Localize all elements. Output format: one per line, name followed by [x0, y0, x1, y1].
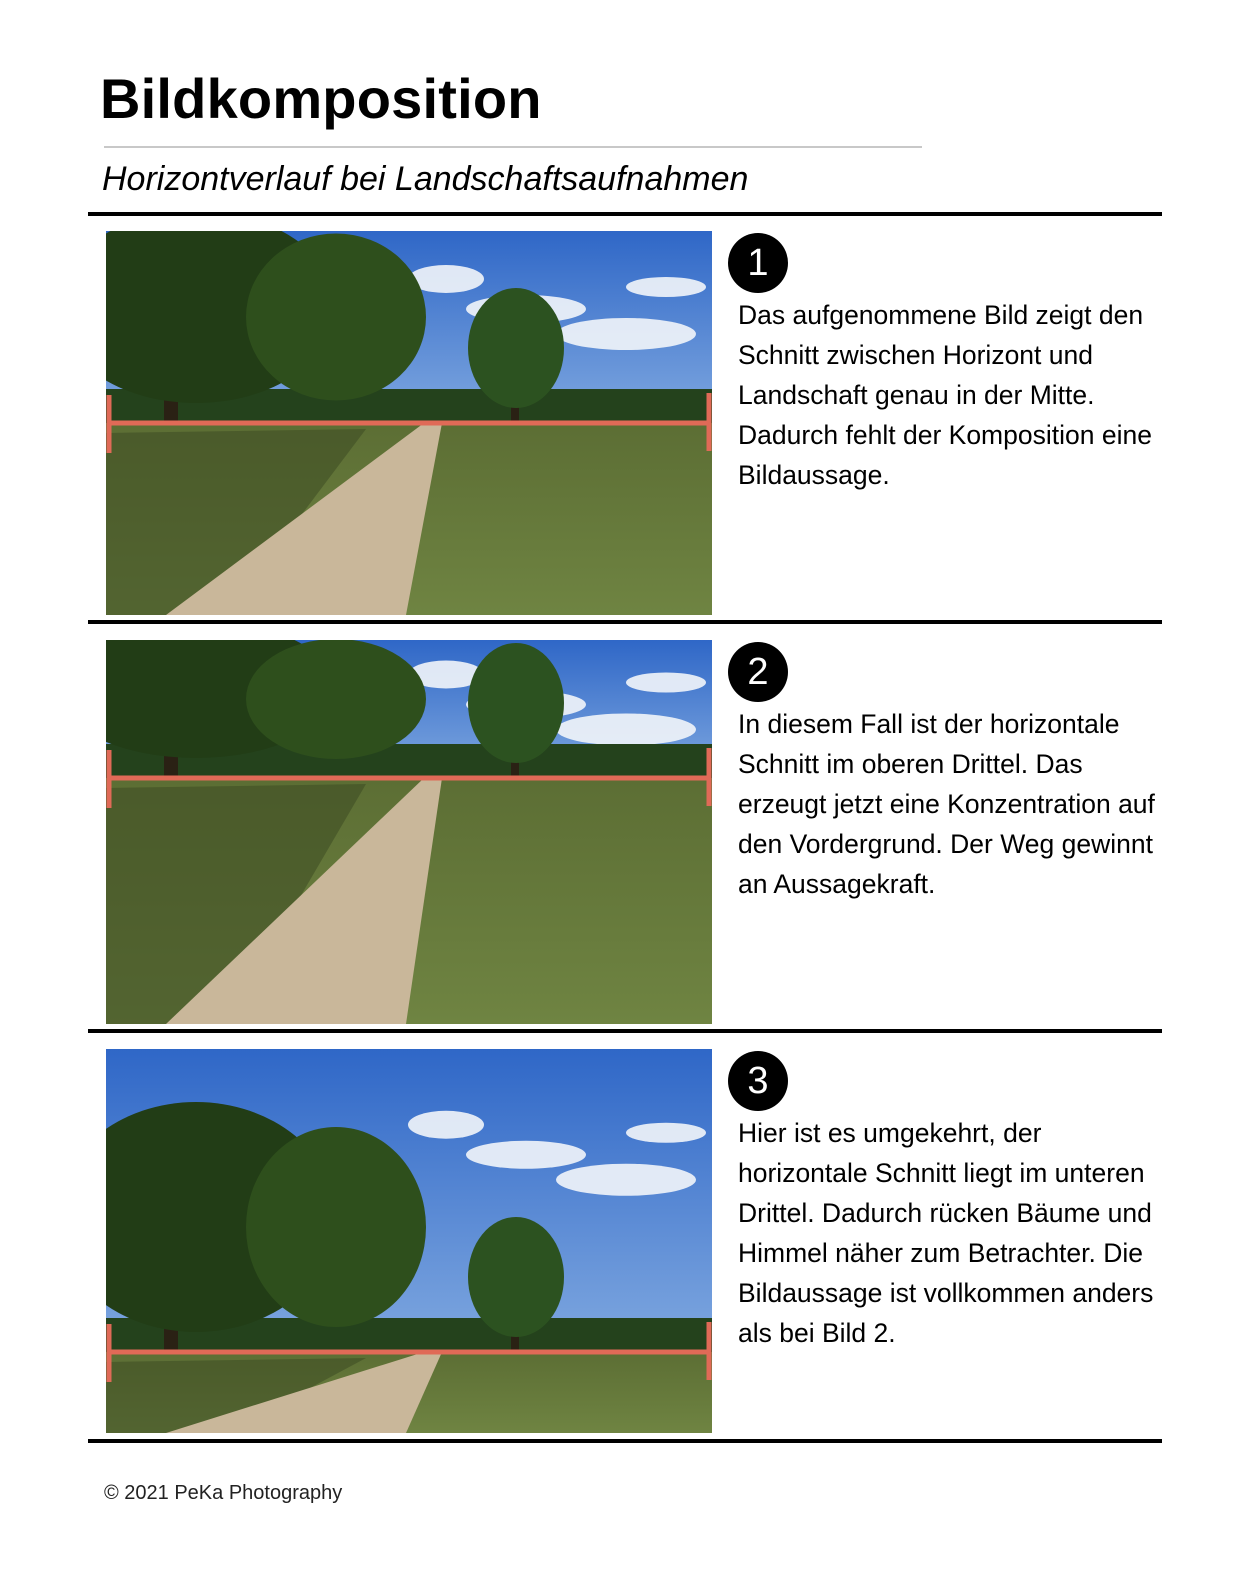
- title-divider: [104, 146, 922, 148]
- copyright-footer: © 2021 PeKa Photography: [104, 1482, 343, 1504]
- panel-description-1: Das aufgenommene Bild zeigt den Schnitt zwischen Horizont und Landschaft genau in der Mitte. Dadurch fehlt der Komposition eine Bildaussage.: [738, 300, 1152, 490]
- cloud: [556, 1164, 696, 1196]
- cloud: [408, 1111, 484, 1139]
- step-badge-2: 2: [728, 642, 788, 702]
- step-badge-1: 1: [728, 233, 788, 293]
- section-divider: [88, 212, 1162, 216]
- panel-description-2: In diesem Fall ist der horizontale Schnitt im oberen Drittel. Das erzeugt jetzt eine Konzentration auf den Vordergrund. Der Weg gewinnt an Aussagekraft.: [738, 709, 1155, 899]
- section-divider: [88, 1439, 1162, 1443]
- cloud: [556, 714, 696, 746]
- landscape-photo-1: [106, 231, 712, 615]
- cloud: [626, 277, 706, 297]
- landscape-photo-3: [106, 1049, 712, 1433]
- tree-canopy: [246, 234, 426, 401]
- cloud: [626, 673, 706, 693]
- panel-2: [0, 640, 1242, 1026]
- tree-canopy: [246, 640, 426, 759]
- page-title: Bildkomposition: [100, 67, 542, 130]
- cloud: [626, 1123, 706, 1143]
- section-divider: [88, 1029, 1162, 1033]
- tree-canopy: [246, 1127, 426, 1327]
- step-badge-3: 3: [728, 1051, 788, 1111]
- tree-canopy: [468, 1217, 564, 1337]
- landscape-photo-2: [106, 640, 712, 1024]
- panel-3: [0, 1049, 1242, 1435]
- panel-description-3: Hier ist es umgekehrt, der horizontale Schnitt liegt im unteren Drittel. Dadurch rücken Bäume und Himmel näher zum Betrachter. Die Bildaussage ist vollkommen anders als bei Bild 2.: [738, 1118, 1154, 1348]
- panel-1: [0, 231, 1242, 617]
- section-divider: [88, 620, 1162, 624]
- cloud: [556, 318, 696, 350]
- page-subtitle: Horizontverlauf bei Landschaftsaufnahmen: [102, 160, 749, 198]
- tree-canopy: [468, 288, 564, 408]
- tree-canopy: [468, 643, 564, 763]
- cloud: [466, 1141, 586, 1169]
